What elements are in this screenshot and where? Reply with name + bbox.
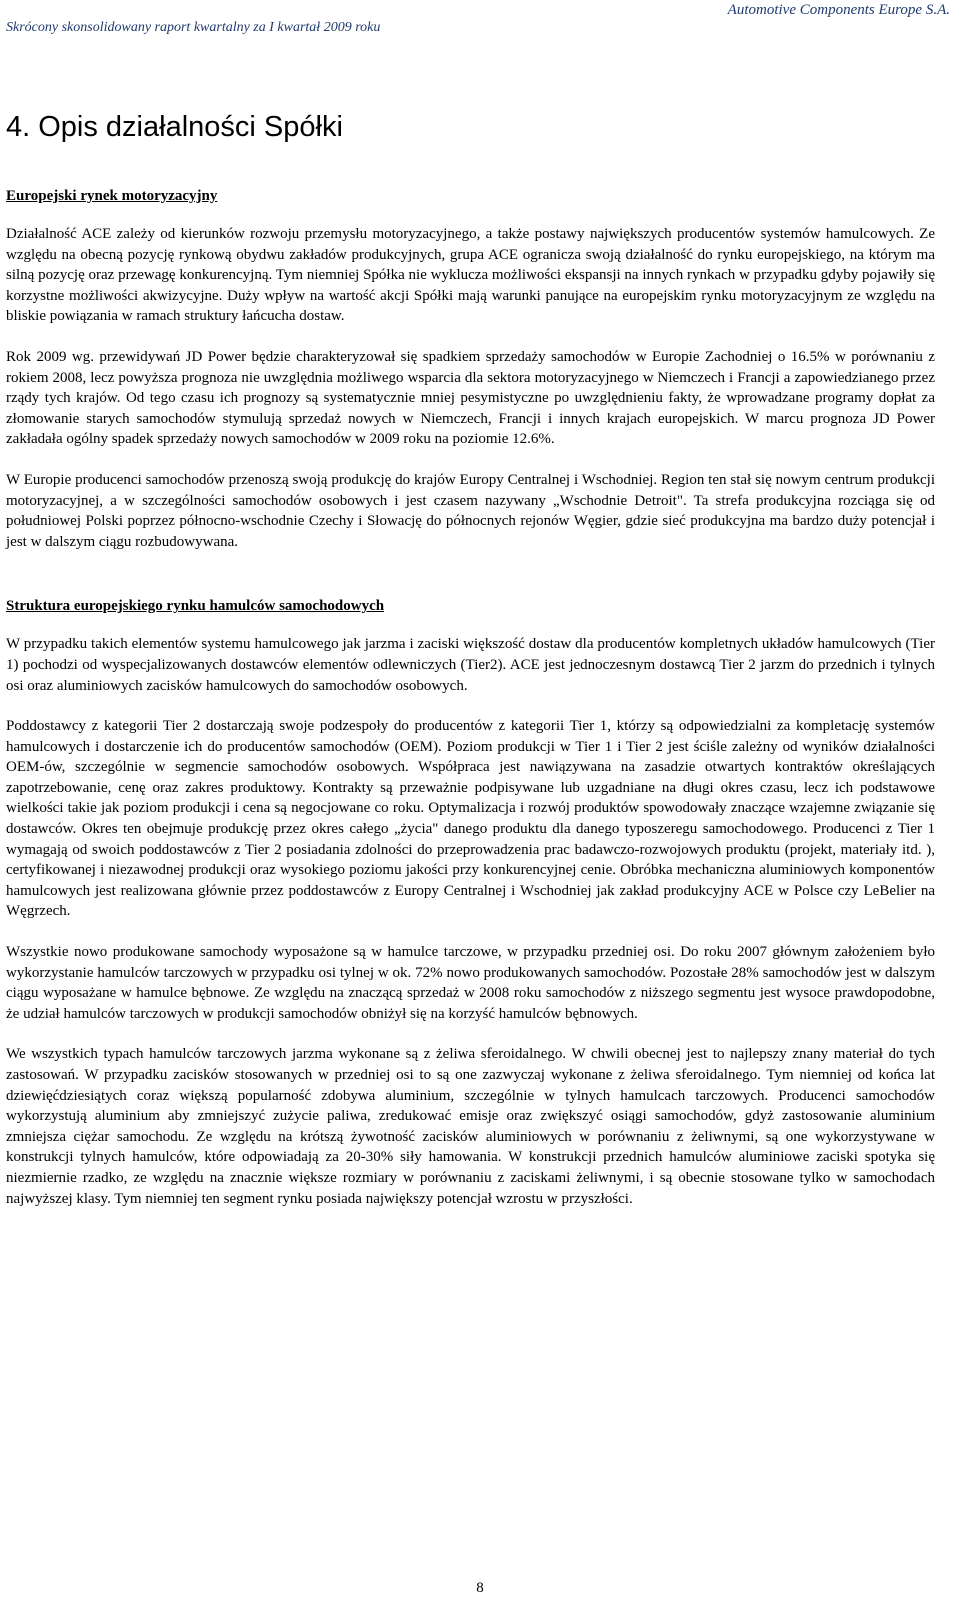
paragraph: W Europie producenci samochodów przenoszą swoją produkcję do krajów Europy Centralnej i Wschodniej. Region ten stał się nowym centrum produkcji motoryzacyjnej, a w szczególności samochodów osobowych i jest czasem nazywany „Wschodnie Detroit". Ta strefa produkcyjna rozciąga się od południowej Polski poprzez północno-wschodnie Czechy i Słowację do północnych rejonów Węgier, gdzie sieć produkcyjna ma bardzo duży potencjał i jest w dalszym ciągu rozbudowywana. bbox=[6, 471, 935, 550]
section-european-automotive-market bbox=[6, 186, 935, 552]
paragraph: We wszystkich typach hamulców tarczowych jarzma wykonane są z żeliwa sferoidalnego. W chwili obecnej jest to najlepszy znany materiał do tych zastosowań. W przypadku zacisków stosowanych w przedniej osi to są one zazwyczaj wykonane z żeliwa sferoidalnego. Tym niemniej od końca lat dziewięćdziesiątych coraz większą popularność zdobywa aluminium, szczególnie w tylnych hamulcach tarczowych. Producenci samochodów wykorzystują aluminium aby zmniejszyć zużycie paliwa, zredukować emisje oraz zwiększyć osiągi samochodów, gdyż zastosowanie aluminium zmniejsza ciężar samochodu. Ze względu na krótszą żywotność zacisków aluminiowych w porównaniu z żeliwnymi, są one wykorzystywane w konstrukcji tylnych hamulców, które odpowiadają za 20-30% siły hamowania. W konstrukcji przednich hamulców aluminiowe zaciski spotyka się niezmiernie rzadko, ze względu na znacznie większe rozmiary w porównaniu z zaciskami żeliwnymi, i są obecnie stosowane tylko w samochodach najwyższej klasy. Tym niemniej ten segment rynku posiada największy potencjał wzrostu w przyszłości. bbox=[6, 1046, 935, 1207]
section-brake-market-structure bbox=[6, 596, 935, 1209]
paragraph: W przypadku takich elementów systemu hamulcowego jak jarzma i zaciski większość dostaw dla producentów kompletnych układów hamulcowych (Tier 1) pochodzi od wyspecjalizowanych dostawców elementów odlewniczych (Tier2). ACE jest jednoczesnym dostawcą Tier 2 jarzm do przednich i tylnych osi oraz aluminiowych zacisków hamulcowych do samochodów osobowych. bbox=[6, 636, 935, 694]
report-title-header: Skrócony skonsolidowany raport kwartalny za I kwartał 2009 roku bbox=[6, 20, 381, 35]
paragraph: Działalność ACE zależy od kierunków rozwoju przemysłu motoryzacyjnego, a także postawy największych producentów systemów hamulcowych. Ze względu na obecną pozycję rynkową obydwu zakładów produkcyjnych, grupa ACE ogranicza swoją działalność do rynku europejskiego, na którym ma silną pozycję oraz przewagę konkurencyjną. Tym niemniej Spółka nie wyklucza możliwości ekspansji na innych rynkach w przypadku gdyby pojawiły się korzystne możliwości akwizycyjne. Duży wpływ na wartość akcji Spółki mają warunki panujące na europejskim rynku motoryzacyjnym ze względu na bliskie powiązania w ramach struktury łańcucha dostaw. bbox=[6, 226, 935, 325]
paragraph: Rok 2009 wg. przewidywań JD Power będzie charakteryzował się spadkiem sprzedaży samochodów w Europie Zachodniej o 16.5% w porównaniu z rokiem 2008, lecz powyższa prognoza nie uwzględnia możliwego wsparcia dla sektora motoryzacyjnego w Niemczech i Francji a zapowiedzianego przez rządy tych krajów. Od tego czasu ich prognozy są systematycznie mniej pesymistyczne po uwzględnieniu fakty, że wprowadzane programy dopłat za złomowanie starych samochodów stymulują sprzedaż nowych w Niemczech, Francji i innych krajach europejskich. W marcu prognoza JD Power zakładała ogólny spadek sprzedaży nowych samochodów w 2009 roku na poziomie 12.6%. bbox=[6, 348, 935, 448]
section-heading: Struktura europejskiego rynku hamulców samochodowych bbox=[6, 598, 385, 615]
page-header bbox=[6, 2, 950, 42]
section-heading: Europejski rynek motoryzacyjny bbox=[6, 188, 218, 204]
paragraph: Poddostawcy z kategorii Tier 2 dostarczają swoje podzespoły do producentów z kategorii Tier 1, którzy są odpowiedzialni za kompletację systemów hamulcowych i dostarczenie ich do producentów samochodów (OEM). Poziom produkcji w Tier 1 i Tier 2 jest ściśle zależny od wyników działalności OEM-ów, szczególnie w segmencie samochodów osobowych. Współpraca jest nawiązywana na zasadzie otwartych kontraktów określających zapotrzebowanie, cenę oraz zakres produktowy. Kontrakty są przeważnie podpisywane lub uzgadniane na długi okres czasu, lecz ich podstawowe wielkości takie jak poziom produkcji i cena są negocjowane co roku. Optymalizacja i rozwój produktów spowodowały znaczące wzajemne związanie się dostawców. Okres ten obejmuje produkcję przez okres całego „życia" danego produktu dla danego typoszeregu samochodowego. Producenci z Tier 1 wymagają od swoich poddostawców z Tier 2 posiadania zdolności do przeprowadzenia prac badawczo-rozwojowych produktu (projekt, materiały itd. ), certyfikowanej i niezawodnej produkcji oraz wysokiego poziomu jakości przy konkurencyjnej cenie. Obróbka mechaniczna aluminiowych komponentów hamulcowych jest realizowana głównie przez poddostawców z Europy Centralnej i Wschodniej jak zakład produkcyjny ACE w Polsce czy LeBelier na Węgrzech. bbox=[6, 718, 935, 920]
page-number: 8 bbox=[476, 1580, 484, 1596]
paragraph: Wszystkie nowo produkowane samochody wyposażone są w hamulce tarczowe, w przypadku przedniej osi. Do roku 2007 głównym założeniem było wykorzystanie hamulców tarczowych w przypadku osi tylnej w ok. 72% nowo produkowanych samochodów. Pozostałe 28% samochodów jest w dalszym ciągu wyposażane w hamulce bębnowe. Ze względu na znaczącą sprzedaż w 2008 roku samochodów z niższego segmentu jest wysoce prawdopodobne, że udział hamulców tarczowych w produkcji samochodów obniżył się na korzyść hamulców bębnowych. bbox=[6, 944, 935, 1022]
main-content bbox=[6, 110, 935, 1209]
company-name-header: Automotive Components Europe S.A. bbox=[727, 2, 950, 18]
chapter-title: 4. Opis działalności Spółki bbox=[6, 111, 343, 143]
